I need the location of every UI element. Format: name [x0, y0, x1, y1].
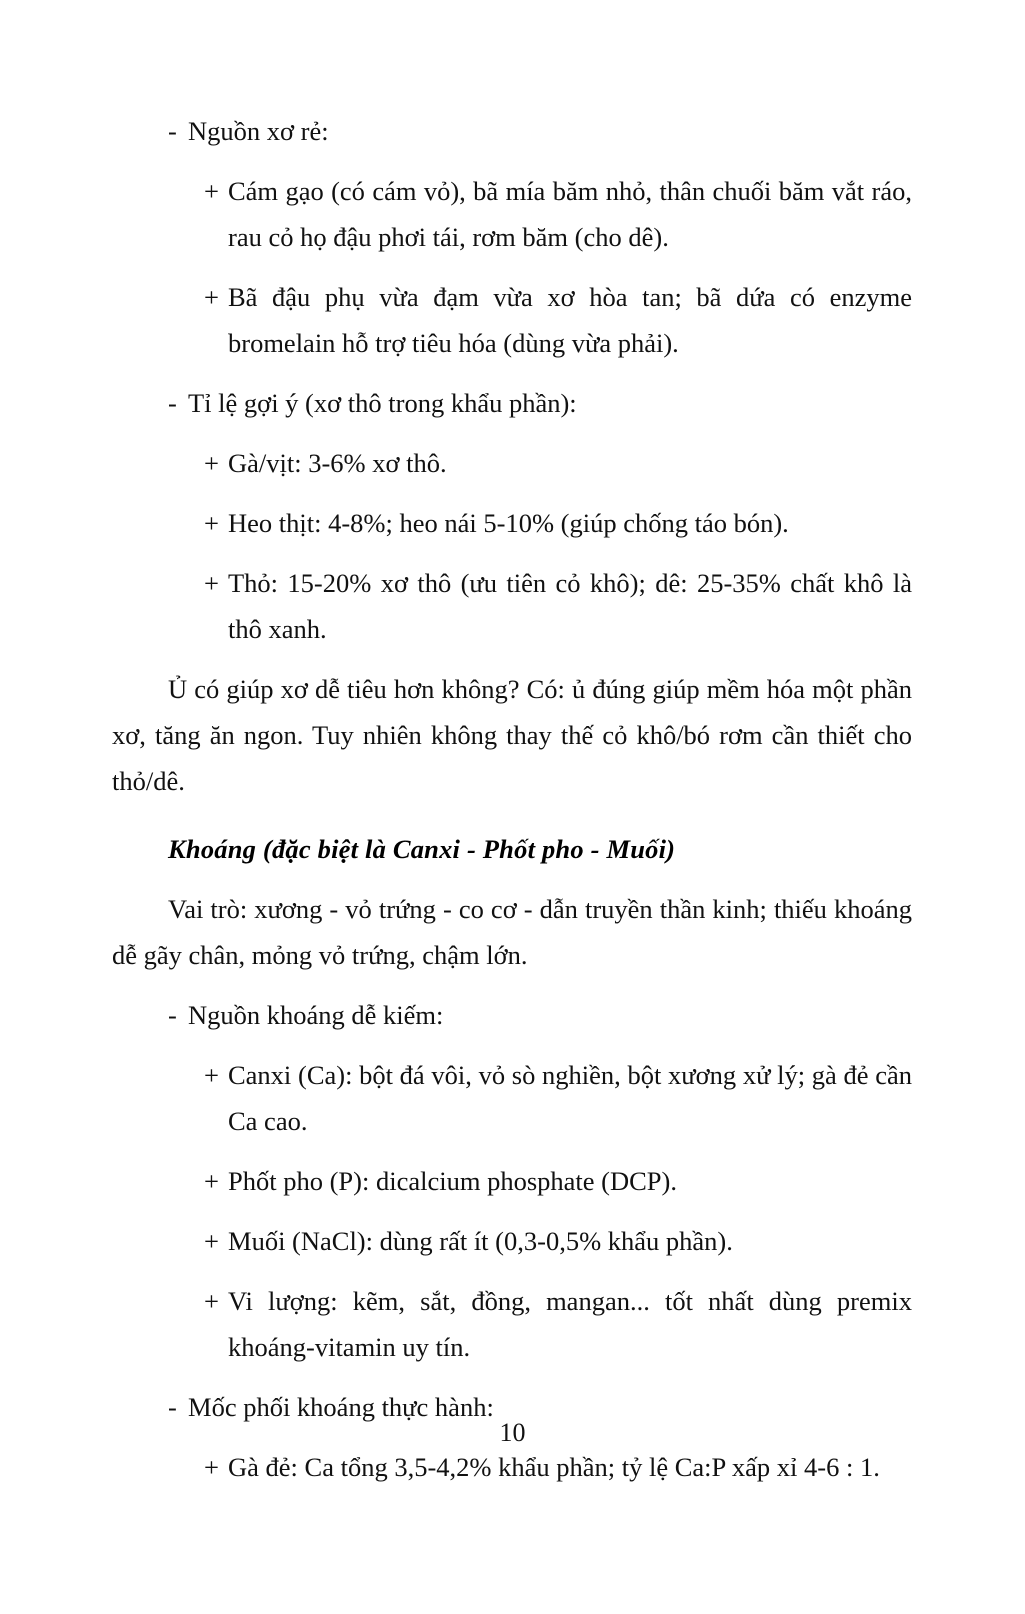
list-item-text: Tỉ lệ gợi ý (xơ thô trong khẩu phần): [188, 388, 577, 418]
plus-bullet-icon: + [204, 176, 219, 206]
list-item-text: Canxi (Ca): bột đá vôi, vỏ sò nghiền, bột xương xử lý; gà đẻ cần Ca cao. [228, 1060, 912, 1136]
list-item [112, 1278, 912, 1370]
plus-bullet-icon: + [204, 448, 219, 478]
section-heading: Khoáng (đặc biệt là Canxi - Phốt pho - Muối) [168, 834, 676, 864]
body-paragraph: Ủ có giúp xơ dễ tiêu hơn không? Có: ủ đúng giúp mềm hóa một phần xơ, tăng ăn ngon. Tuy nhiên không thay thế cỏ khô/bó rơm cần thiết cho thỏ/dê. [112, 674, 912, 796]
list-item-text: Cám gạo (có cám vỏ), bã mía băm nhỏ, thân chuối băm vắt ráo, rau cỏ họ đậu phơi tái, rơm băm (cho dê). [228, 176, 912, 252]
spacer [112, 1264, 912, 1278]
list-item [112, 1444, 912, 1490]
dash-bullet-icon: - [168, 1000, 177, 1030]
list-item [112, 380, 912, 426]
spacer [112, 154, 912, 168]
spacer [112, 804, 912, 826]
plus-bullet-icon: + [204, 1452, 219, 1482]
list-item [112, 440, 912, 486]
spacer [112, 260, 912, 274]
list-item-text: Vi lượng: kẽm, sắt, đồng, mangan... tốt nhất dùng premix khoáng-vitamin uy tín. [228, 1286, 912, 1362]
spacer [112, 486, 912, 500]
list-item-text: Phốt pho (P): dicalcium phosphate (DCP). [228, 1166, 677, 1196]
list-item [112, 1158, 912, 1204]
list-item [112, 560, 912, 652]
list-item-text: Thỏ: 15-20% xơ thô (ưu tiên cỏ khô); dê: 25-35% chất khô là thô xanh. [228, 568, 912, 644]
plus-bullet-icon: + [204, 508, 219, 538]
list-item [112, 1218, 912, 1264]
list-item-text: Gà/vịt: 3-6% xơ thô. [228, 448, 447, 478]
dash-bullet-icon: - [168, 116, 177, 146]
spacer [112, 652, 912, 666]
plus-bullet-icon: + [204, 1286, 219, 1316]
spacer [112, 978, 912, 992]
list-item-text: Bã đậu phụ vừa đạm vừa xơ hòa tan; bã dứa có enzyme bromelain hỗ trợ tiêu hóa (dùng vừa phải). [228, 282, 912, 358]
plus-bullet-icon: + [204, 1166, 219, 1196]
spacer [112, 546, 912, 560]
list-item [112, 500, 912, 546]
plus-bullet-icon: + [204, 568, 219, 598]
list-item [112, 274, 912, 366]
page-content [112, 108, 912, 1490]
dash-bullet-icon: - [168, 388, 177, 418]
list-item-text: Muối (NaCl): dùng rất ít (0,3-0,5% khẩu phần). [228, 1226, 733, 1256]
body-paragraph: Vai trò: xương - vỏ trứng - co cơ - dẫn truyền thần kinh; thiếu khoáng dễ gãy chân, mỏng vỏ trứng, chậm lớn. [112, 894, 912, 970]
list-item-text: Nguồn xơ rẻ: [188, 116, 329, 146]
spacer [112, 1144, 912, 1158]
list-item [112, 108, 912, 154]
spacer [112, 366, 912, 380]
plus-bullet-icon: + [204, 1226, 219, 1256]
list-item-text: Heo thịt: 4-8%; heo nái 5-10% (giúp chống táo bón). [228, 508, 789, 538]
list-item-text: Gà đẻ: Ca tổng 3,5-4,2% khẩu phần; tỷ lệ Ca:P xấp xỉ 4-6 : 1. [228, 1452, 880, 1482]
list-item [112, 168, 912, 260]
spacer [112, 426, 912, 440]
list-item [112, 992, 912, 1038]
dash-bullet-icon: - [168, 1392, 177, 1422]
list-item [112, 1052, 912, 1144]
spacer [112, 872, 912, 886]
spacer [112, 1370, 912, 1384]
plus-bullet-icon: + [204, 1060, 219, 1090]
spacer [112, 1038, 912, 1052]
list-item-text: Mốc phối khoáng thực hành: [188, 1392, 494, 1422]
plus-bullet-icon: + [204, 282, 219, 312]
page-number: 10 [499, 1418, 526, 1447]
list-item-text: Nguồn khoáng dễ kiếm: [188, 1000, 444, 1030]
spacer [112, 1204, 912, 1218]
